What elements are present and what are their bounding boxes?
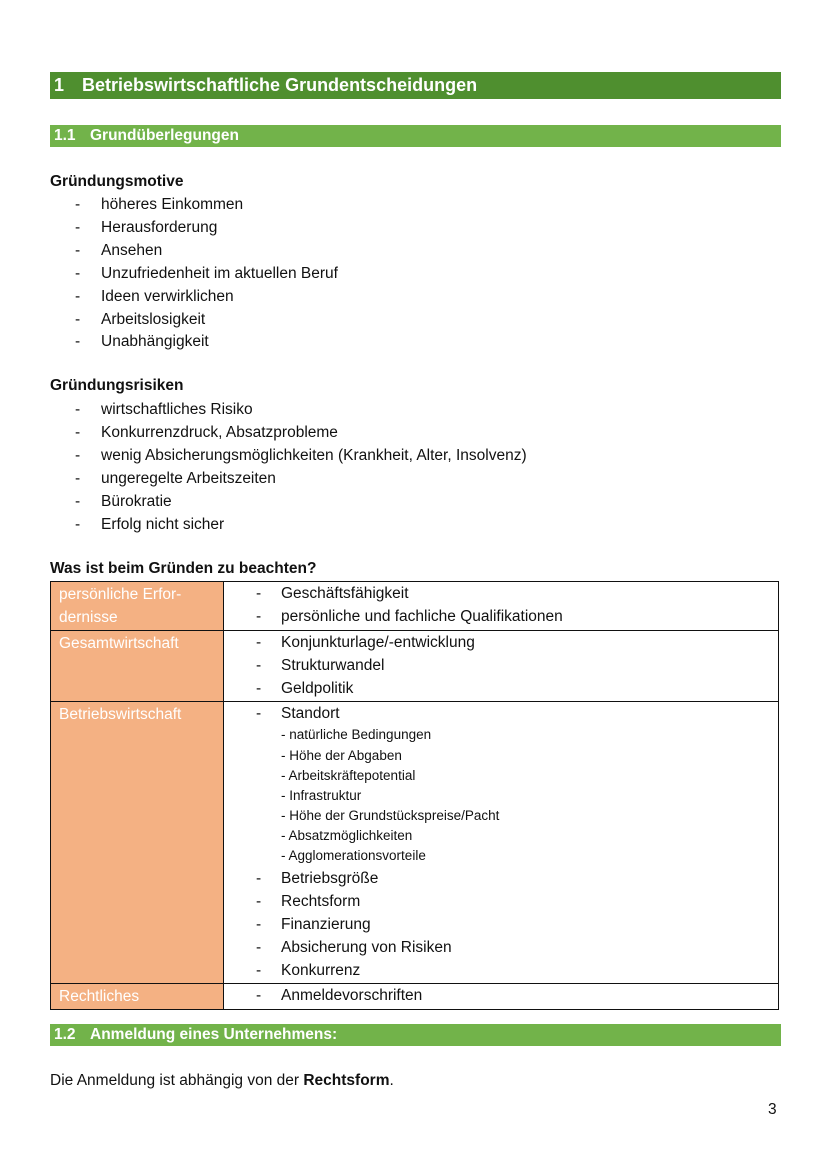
table-row bbox=[51, 983, 779, 1009]
list-item: - Konkurrenzdruck, Absatzprobleme bbox=[50, 422, 527, 445]
table-row bbox=[51, 701, 779, 983]
sub-list-item: - Höhe der Grundstückspreise/Pacht bbox=[281, 807, 500, 823]
list-item: - höheres Einkommen bbox=[50, 194, 338, 217]
list-item: - Betriebsgröße bbox=[224, 868, 778, 891]
list-item: - Absicherung von Risiken bbox=[224, 937, 778, 960]
items-cell bbox=[224, 983, 779, 1009]
items-cell bbox=[224, 630, 779, 701]
list-item: - Anmeldevorschriften bbox=[224, 985, 778, 1008]
heading-1-1-number: 1.1 bbox=[54, 127, 76, 144]
sub-list-item: - Höhe der Abgaben bbox=[281, 747, 402, 763]
category-cell: Gesamtwirtschaft bbox=[51, 630, 224, 701]
heading-1 bbox=[50, 72, 781, 99]
list-item: - Erfolg nicht sicher bbox=[50, 514, 527, 537]
list-item: - Geschäftsfähigkeit bbox=[224, 583, 778, 606]
requirements-table bbox=[50, 581, 779, 1010]
list-item: - Unabhängigkeit bbox=[50, 331, 338, 354]
heading-1-title: Betriebswirtschaftliche Grundentscheidungen bbox=[82, 75, 478, 95]
heading-1-number: 1 bbox=[54, 75, 65, 95]
sub-list-item: - Agglomerationsvorteile bbox=[281, 848, 426, 863]
table-title: Was ist beim Gründen zu beachten? bbox=[50, 560, 317, 577]
list-item: - wenig Absicherungsmöglichkeiten (Krankheit, Alter, Insolvenz) bbox=[50, 445, 527, 468]
paragraph bbox=[50, 1071, 394, 1091]
category-cell: persönliche Erfor-dernisse bbox=[51, 582, 224, 631]
sub-list-item: - Infrastruktur bbox=[281, 787, 362, 803]
list-item: - ungeregelte Arbeitszeiten bbox=[50, 468, 527, 491]
page-number: 3 bbox=[768, 1101, 777, 1118]
items-cell bbox=[224, 582, 779, 631]
list-item: - Konkurrenz bbox=[224, 960, 778, 983]
table-row bbox=[51, 630, 779, 701]
items-cell bbox=[224, 701, 779, 983]
list-item: - Ideen verwirklichen bbox=[50, 286, 338, 309]
list-item: - Ansehen bbox=[50, 240, 338, 263]
paragraph-bold: Rechtsform bbox=[303, 1072, 390, 1089]
list-item: - Finanzierung bbox=[224, 914, 778, 937]
list-item-standort bbox=[224, 703, 778, 867]
standort-sublist bbox=[281, 725, 778, 866]
motive-title: Gründungsmotive bbox=[50, 173, 184, 190]
list-item: - Konjunkturlage/-entwicklung bbox=[224, 632, 778, 655]
table-row bbox=[51, 582, 779, 631]
list-item: - Strukturwandel bbox=[224, 655, 778, 678]
paragraph-end: . bbox=[389, 1072, 394, 1089]
list-item: - Geldpolitik bbox=[224, 678, 778, 701]
list-item: - Herausforderung bbox=[50, 217, 338, 240]
heading-1-1-title: Grundüberlegungen bbox=[90, 127, 239, 144]
sub-list-item: - Arbeitskräftepotential bbox=[281, 767, 416, 783]
list-item: - persönliche und fachliche Qualifikationen bbox=[224, 606, 778, 629]
motive-list bbox=[50, 194, 338, 354]
list-item: - Arbeitslosigkeit bbox=[50, 309, 338, 332]
list-item: - wirtschaftliches Risiko bbox=[50, 399, 527, 422]
paragraph-text: Die Anmeldung ist abhängig von der bbox=[50, 1072, 304, 1089]
list-item: - Rechtsform bbox=[224, 891, 778, 914]
heading-1-2-number: 1.2 bbox=[54, 1026, 76, 1043]
heading-1-2-title: Anmeldung eines Unternehmens: bbox=[90, 1026, 338, 1043]
sub-list-item: - Absatzmöglichkeiten bbox=[281, 827, 413, 843]
risks-title: Gründungsrisiken bbox=[50, 377, 184, 394]
category-cell: Betriebswirtschaft bbox=[51, 701, 224, 983]
standort-label: Standort bbox=[281, 704, 340, 722]
list-item: - Unzufriedenheit im aktuellen Beruf bbox=[50, 263, 338, 286]
category-cell: Rechtliches bbox=[51, 983, 224, 1009]
risks-list bbox=[50, 399, 527, 536]
sub-list-item: - natürliche Bedingungen bbox=[281, 727, 432, 743]
heading-1-1 bbox=[50, 125, 781, 147]
list-item: - Bürokratie bbox=[50, 491, 527, 514]
heading-1-2 bbox=[50, 1024, 781, 1046]
